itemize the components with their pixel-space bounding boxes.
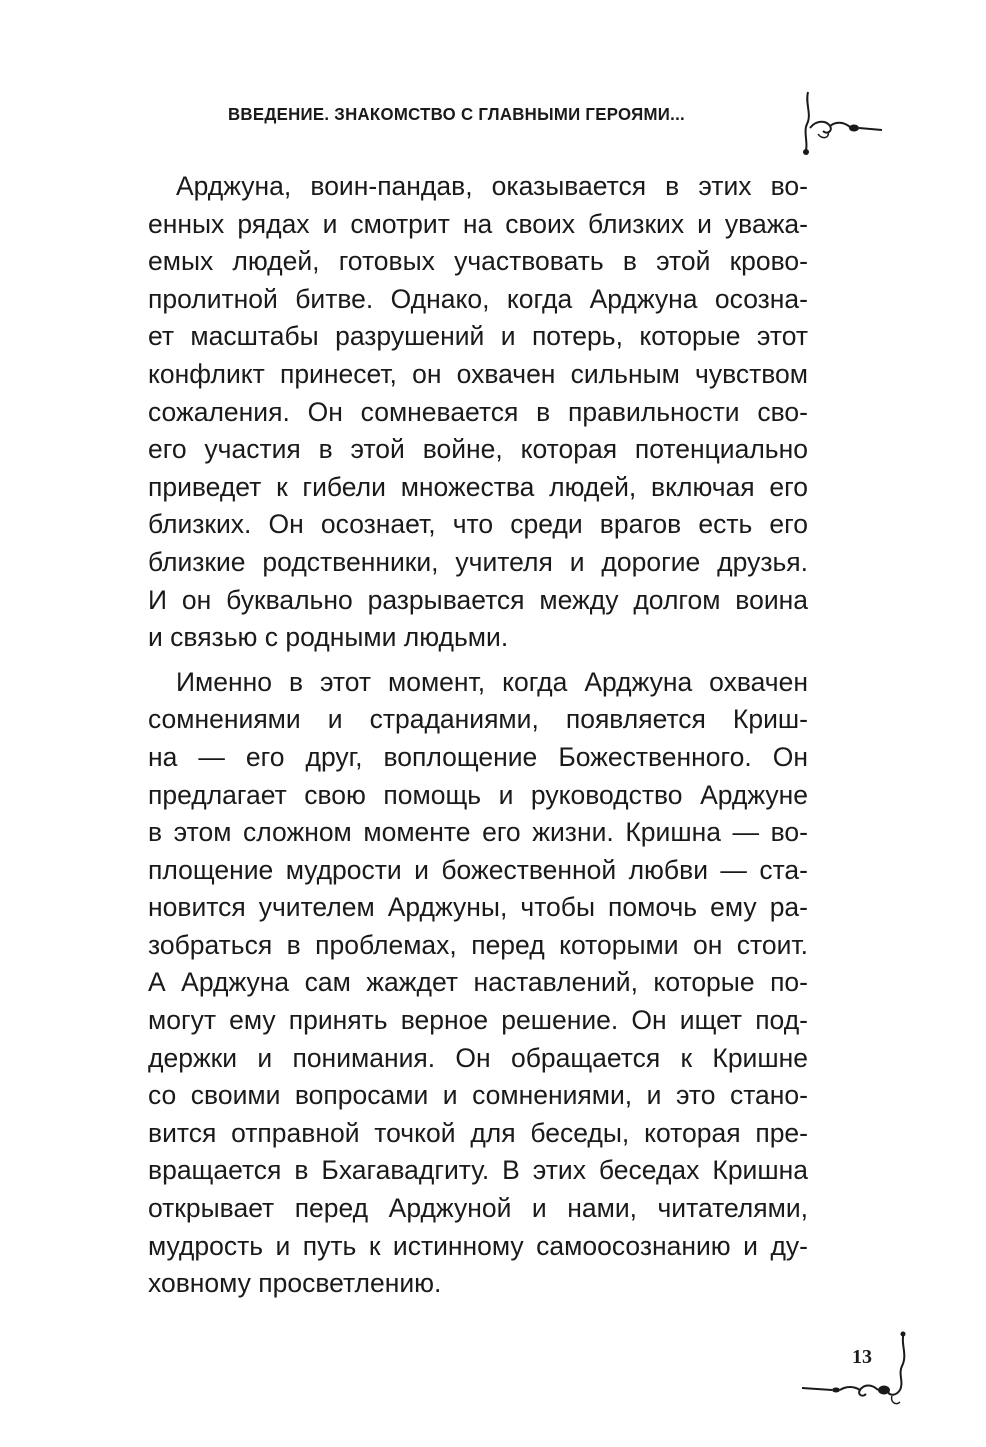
text-line: его участия в этой войне, которая потенциально: [148, 434, 808, 465]
text-line: Арджуна, воин-пандав, оказывается в этих во-: [176, 171, 808, 201]
text-line: на — его друг, воплощение Божественного. Он: [148, 741, 808, 772]
header-flourish-icon: [796, 90, 886, 160]
text-line: близкие родственники, учителя и дорогие друзья.: [148, 546, 808, 577]
text-line: сомнениями и страданиями, появляется Криш-: [148, 704, 808, 735]
text-line: Именно в этот момент, когда Арджуна охвачен: [176, 666, 808, 697]
text-line: енных рядах и смотрит на своих близких и уважа-: [148, 208, 808, 239]
text-line: пролитной битве. Однако, когда Арджуна осозна-: [148, 283, 808, 314]
text-line: держки и понимания. Он обращается к Кришне: [148, 1042, 808, 1073]
text-line: ет масштабы разрушений и потерь, которые этот: [148, 321, 808, 352]
text-line: сожаления. Он сомневается в правильности сво-: [148, 396, 808, 427]
text-line: предлагает свою помощь и руководство Арджуне: [148, 779, 808, 810]
text-line: в этом сложном моменте его жизни. Кришна — во-: [148, 817, 808, 848]
text-line: открывает перед Арджуной и нами, читателями,: [148, 1193, 808, 1224]
text-line: вится отправной точкой для беседы, которая пре-: [148, 1117, 808, 1148]
text-line: И он буквально разрывается между долгом воина: [148, 584, 808, 615]
paragraph-2: [148, 664, 808, 1303]
text-line: могут ему принять верное решение. Он ищет под-: [148, 1005, 808, 1036]
text-line: вращается в Бхагавадгиту. В этих беседах Кришна: [148, 1155, 808, 1186]
text-line: площение мудрости и божественной любви — ста-: [148, 854, 808, 885]
footer-flourish-icon: [800, 1330, 920, 1410]
text-line: приведет к гибели множества людей, включая его: [148, 471, 808, 502]
text-line: ховному просветлению.: [148, 1268, 442, 1299]
body-text: [148, 168, 808, 1303]
text-line: со своими вопросами и сомнениями, и это стано-: [148, 1080, 808, 1111]
page-number: 13: [852, 1346, 872, 1368]
text-line: мудрость и путь к истинному самоосознанию и ду-: [148, 1230, 808, 1261]
paragraph-1: [148, 168, 808, 657]
text-line: емых людей, готовых участвовать в этой крово-: [148, 246, 808, 277]
running-header: ВВЕДЕНИЕ. ЗНАКОМСТВО С ГЛАВНЫМИ ГЕРОЯМИ...: [228, 104, 686, 124]
text-line: А Арджуна сам жаждет наставлений, которые по-: [148, 967, 808, 998]
text-line: новится учителем Арджуны, чтобы помочь ему ра-: [148, 892, 808, 923]
text-line: и связью с родными людьми.: [148, 622, 509, 653]
text-line: зобраться в проблемах, перед которыми он стоит.: [148, 929, 808, 960]
text-line: близких. Он осознает, что среди врагов есть его: [148, 509, 808, 540]
text-line: конфликт принесет, он охвачен сильным чувством: [148, 358, 808, 389]
